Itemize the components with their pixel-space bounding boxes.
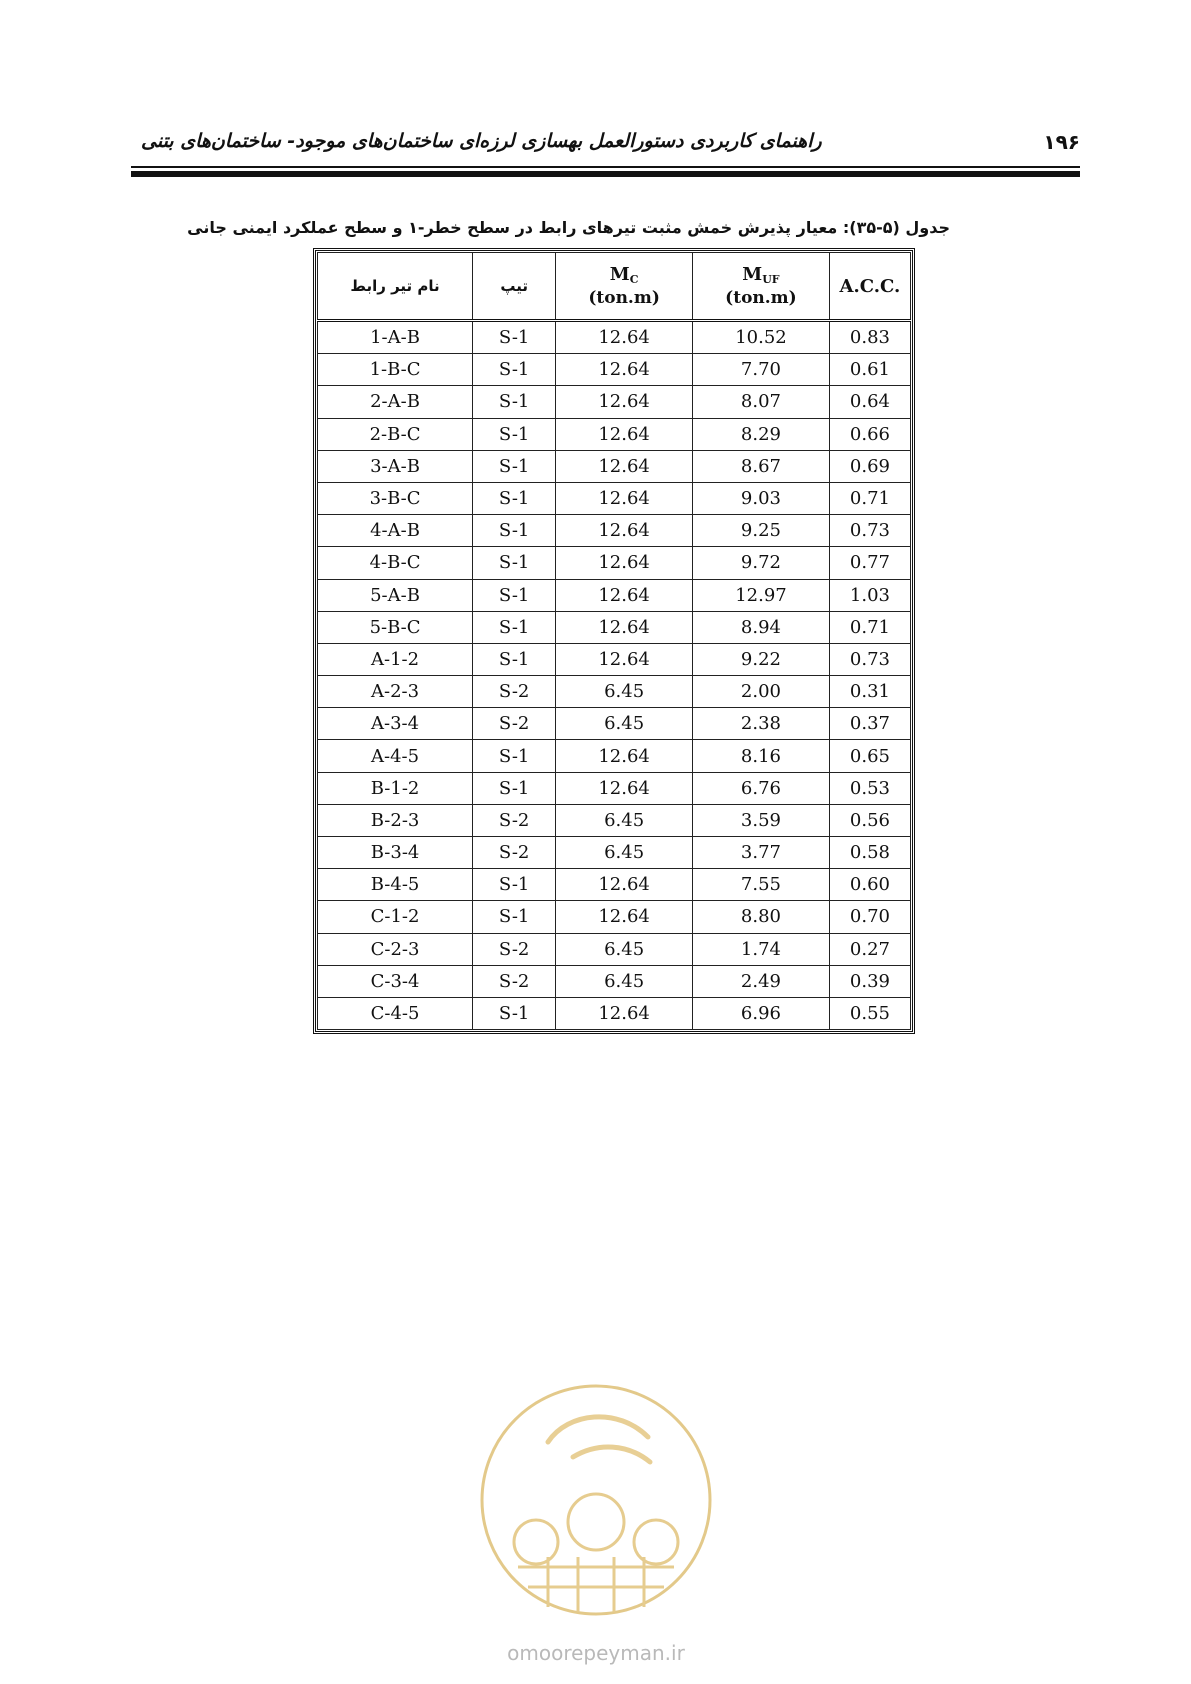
- cell-acc: 0.31: [829, 676, 910, 708]
- cell-mc: 12.64: [556, 869, 693, 901]
- cell-muf: 10.52: [693, 321, 830, 354]
- cell-muf: 2.49: [693, 965, 830, 997]
- cell-name: A-1-2: [318, 643, 473, 675]
- cell-name: C-1-2: [318, 901, 473, 933]
- cell-type: S-1: [473, 869, 556, 901]
- cell-muf: 7.55: [693, 869, 830, 901]
- cell-muf: 2.00: [693, 676, 830, 708]
- cell-mc: 6.45: [556, 708, 693, 740]
- table-row: [318, 965, 911, 997]
- header-name: نام تیر رابط: [318, 253, 473, 321]
- watermark-site: omoorepeyman.ir: [507, 1641, 685, 1665]
- cell-muf: 9.03: [693, 482, 830, 514]
- header-acc: A.C.C.: [829, 253, 910, 321]
- cell-muf: 2.38: [693, 708, 830, 740]
- cell-name: 2-B-C: [318, 418, 473, 450]
- running-title: راهنمای کاربردی دستورالعمل بهسازی لرزه‌ای ساختمان‌های موجود- ساختمان‌های بتنی: [141, 130, 822, 152]
- cell-type: S-1: [473, 450, 556, 482]
- cell-muf: 8.80: [693, 901, 830, 933]
- table-row: [318, 772, 911, 804]
- cell-mc: 12.64: [556, 740, 693, 772]
- cell-name: B-4-5: [318, 869, 473, 901]
- cell-muf: 8.16: [693, 740, 830, 772]
- page-header: [131, 130, 1080, 162]
- cell-acc: 0.77: [829, 547, 910, 579]
- cell-name: A-3-4: [318, 708, 473, 740]
- cell-mc: 12.64: [556, 547, 693, 579]
- header-muf-sub: UF: [762, 273, 780, 286]
- table-row: [318, 643, 911, 675]
- table-frame: [313, 248, 915, 1034]
- header-rule-thin: [131, 166, 1080, 168]
- cell-type: S-1: [473, 997, 556, 1029]
- cell-mc: 12.64: [556, 515, 693, 547]
- cell-acc: 0.66: [829, 418, 910, 450]
- cell-acc: 0.70: [829, 901, 910, 933]
- table-row: [318, 676, 911, 708]
- cell-acc: 0.56: [829, 804, 910, 836]
- cell-muf: 12.97: [693, 579, 830, 611]
- table-row: [318, 450, 911, 482]
- cell-type: S-2: [473, 837, 556, 869]
- cell-muf: 7.70: [693, 354, 830, 386]
- cell-mc: 12.64: [556, 418, 693, 450]
- cell-mc: 12.64: [556, 611, 693, 643]
- table-row: [318, 482, 911, 514]
- cell-type: S-1: [473, 643, 556, 675]
- cell-acc: 0.71: [829, 482, 910, 514]
- cell-muf: 9.22: [693, 643, 830, 675]
- cell-type: S-1: [473, 547, 556, 579]
- cell-name: 1-A-B: [318, 321, 473, 354]
- cell-mc: 12.64: [556, 354, 693, 386]
- cell-muf: 8.67: [693, 450, 830, 482]
- header-mc: [556, 253, 693, 321]
- cell-muf: 6.96: [693, 997, 830, 1029]
- cell-mc: 12.64: [556, 321, 693, 354]
- cell-muf: 9.25: [693, 515, 830, 547]
- header-mc-main: M: [609, 264, 630, 285]
- cell-type: S-2: [473, 804, 556, 836]
- cell-mc: 6.45: [556, 933, 693, 965]
- cell-name: B-1-2: [318, 772, 473, 804]
- cell-type: S-1: [473, 386, 556, 418]
- cell-acc: 0.65: [829, 740, 910, 772]
- cell-acc: 0.53: [829, 772, 910, 804]
- cell-mc: 12.64: [556, 772, 693, 804]
- cell-mc: 12.64: [556, 997, 693, 1029]
- cell-acc: 0.58: [829, 837, 910, 869]
- table-row: [318, 933, 911, 965]
- page-number: ۱۹۶: [1043, 130, 1080, 154]
- cell-type: S-1: [473, 515, 556, 547]
- cell-muf: 3.77: [693, 837, 830, 869]
- cell-name: C-4-5: [318, 997, 473, 1029]
- cell-name: 4-B-C: [318, 547, 473, 579]
- cell-type: S-2: [473, 933, 556, 965]
- header-rule-thick: [131, 171, 1080, 177]
- cell-name: 3-A-B: [318, 450, 473, 482]
- cell-muf: 6.76: [693, 772, 830, 804]
- cell-type: S-2: [473, 708, 556, 740]
- header-muf-unit: (ton.m): [725, 288, 797, 308]
- coupling-beam-table: [317, 252, 911, 1030]
- cell-name: 2-A-B: [318, 386, 473, 418]
- cell-muf: 1.74: [693, 933, 830, 965]
- table-row: [318, 547, 911, 579]
- cell-type: S-1: [473, 611, 556, 643]
- header-muf-main: M: [742, 264, 763, 285]
- cell-type: S-1: [473, 354, 556, 386]
- cell-acc: 0.69: [829, 450, 910, 482]
- cell-acc: 0.55: [829, 997, 910, 1029]
- cell-muf: 8.07: [693, 386, 830, 418]
- table-row: [318, 837, 911, 869]
- cell-name: B-3-4: [318, 837, 473, 869]
- cell-mc: 12.64: [556, 386, 693, 418]
- cell-type: S-1: [473, 772, 556, 804]
- cell-muf: 8.29: [693, 418, 830, 450]
- cell-acc: 0.27: [829, 933, 910, 965]
- cell-mc: 12.64: [556, 579, 693, 611]
- cell-name: A-2-3: [318, 676, 473, 708]
- cell-mc: 6.45: [556, 965, 693, 997]
- table-row: [318, 901, 911, 933]
- table-row: [318, 354, 911, 386]
- table-row: [318, 515, 911, 547]
- table-row: [318, 611, 911, 643]
- cell-acc: 0.73: [829, 515, 910, 547]
- cell-mc: 6.45: [556, 676, 693, 708]
- cell-name: 1-B-C: [318, 354, 473, 386]
- cell-acc: 0.61: [829, 354, 910, 386]
- table-row: [318, 386, 911, 418]
- cell-mc: 12.64: [556, 482, 693, 514]
- cell-acc: 0.39: [829, 965, 910, 997]
- cell-name: B-2-3: [318, 804, 473, 836]
- cell-name: 5-A-B: [318, 579, 473, 611]
- cell-type: S-2: [473, 676, 556, 708]
- table-body: [318, 321, 911, 1030]
- cell-muf: 8.94: [693, 611, 830, 643]
- cell-acc: 0.37: [829, 708, 910, 740]
- table-row: [318, 869, 911, 901]
- table-row: [318, 997, 911, 1029]
- cell-name: 5-B-C: [318, 611, 473, 643]
- header-type: تیپ: [473, 253, 556, 321]
- cell-name: 4-A-B: [318, 515, 473, 547]
- cell-muf: 9.72: [693, 547, 830, 579]
- cell-acc: 0.60: [829, 869, 910, 901]
- table-header-row: [318, 253, 911, 321]
- cell-acc: 0.64: [829, 386, 910, 418]
- cell-type: S-1: [473, 418, 556, 450]
- header-muf: [693, 253, 830, 321]
- cell-mc: 12.64: [556, 901, 693, 933]
- cell-acc: 0.83: [829, 321, 910, 354]
- cell-name: 3-B-C: [318, 482, 473, 514]
- table-row: [318, 579, 911, 611]
- cell-mc: 12.64: [556, 450, 693, 482]
- table-row: [318, 708, 911, 740]
- header-mc-unit: (ton.m): [588, 288, 660, 308]
- cell-mc: 6.45: [556, 804, 693, 836]
- cell-type: S-1: [473, 321, 556, 354]
- table-caption: جدول (۵-۳۵): معیار پذیرش خمش مثبت تیرهای رابط در سطح خطر-۱ و سطح عملکرد ایمنی جانی: [187, 218, 950, 237]
- cell-type: S-1: [473, 579, 556, 611]
- cell-mc: 6.45: [556, 837, 693, 869]
- table-row: [318, 804, 911, 836]
- gear-logo-icon: [478, 1382, 714, 1618]
- header-mc-sub: C: [629, 273, 639, 286]
- cell-acc: 0.73: [829, 643, 910, 675]
- cell-name: C-2-3: [318, 933, 473, 965]
- cell-mc: 12.64: [556, 643, 693, 675]
- cell-type: S-1: [473, 901, 556, 933]
- table-row: [318, 740, 911, 772]
- cell-acc: 1.03: [829, 579, 910, 611]
- cell-type: S-1: [473, 482, 556, 514]
- cell-acc: 0.71: [829, 611, 910, 643]
- cell-muf: 3.59: [693, 804, 830, 836]
- cell-name: C-3-4: [318, 965, 473, 997]
- cell-name: A-4-5: [318, 740, 473, 772]
- cell-type: S-2: [473, 965, 556, 997]
- table-row: [318, 418, 911, 450]
- table-row: [318, 321, 911, 354]
- cell-type: S-1: [473, 740, 556, 772]
